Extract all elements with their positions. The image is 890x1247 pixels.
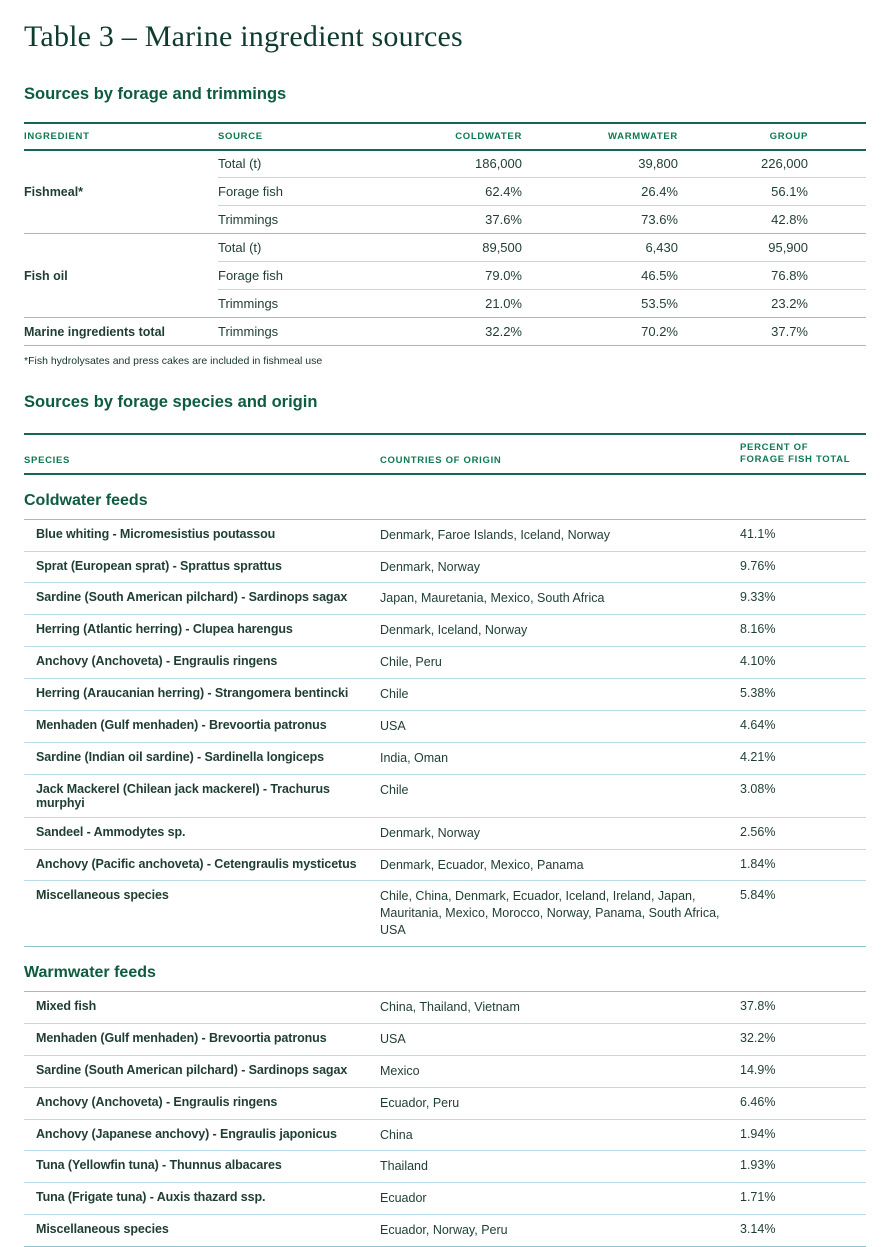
col-header-countries: COUNTRIES OF ORIGIN	[380, 434, 738, 474]
table-row	[24, 1119, 866, 1151]
cell-source: Total (t)	[218, 150, 412, 178]
cell-countries: USA	[380, 710, 738, 742]
cell-percent: 37.8%	[738, 992, 866, 1024]
table-row	[24, 1215, 866, 1247]
cell-warmwater: 73.6%	[564, 206, 720, 234]
cell-species: Anchovy (Anchoveta) - Engraulis ringens	[24, 647, 380, 679]
table-sources-by-species-and-origin	[24, 433, 866, 1247]
cell-species: Blue whiting - Micromesistius poutassou	[24, 519, 380, 551]
table-row	[24, 615, 866, 647]
cell-source: Trimmings	[218, 290, 412, 318]
group-title-row	[24, 947, 866, 992]
cell-species: Anchovy (Pacific anchoveta) - Cetengraulis mysticetus	[24, 849, 380, 881]
col-header-coldwater: COLDWATER	[412, 123, 564, 150]
cell-group: 42.8%	[720, 206, 866, 234]
table-row	[24, 817, 866, 849]
cell-species: Sardine (Indian oil sardine) - Sardinella longiceps	[24, 742, 380, 774]
group-title: Warmwater feeds	[24, 947, 866, 992]
cell-percent: 4.64%	[738, 710, 866, 742]
cell-countries: Chile, Peru	[380, 647, 738, 679]
col-header-group: GROUP	[720, 123, 866, 150]
cell-countries: Denmark, Norway	[380, 551, 738, 583]
table1-body	[24, 150, 866, 346]
cell-countries: Ecuador	[380, 1183, 738, 1215]
cell-group: 56.1%	[720, 178, 866, 206]
cell-coldwater: 32.2%	[412, 318, 564, 346]
table-row	[24, 647, 866, 679]
col-header-species: SPECIES	[24, 434, 380, 474]
cell-source: Forage fish	[218, 262, 412, 290]
table-row	[24, 234, 866, 262]
group-title: Coldwater feeds	[24, 474, 866, 520]
cell-source: Total (t)	[218, 234, 412, 262]
cell-percent: 1.93%	[738, 1151, 866, 1183]
cell-percent: 9.33%	[738, 583, 866, 615]
cell-species: Sprat (European sprat) - Sprattus sprattus	[24, 551, 380, 583]
cell-species: Mixed fish	[24, 992, 380, 1024]
cell-species: Anchovy (Japanese anchovy) - Engraulis japonicus	[24, 1119, 380, 1151]
table-row	[24, 583, 866, 615]
cell-percent: 3.08%	[738, 774, 866, 817]
cell-species: Sardine (South American pilchard) - Sardinops sagax	[24, 1055, 380, 1087]
cell-countries: Chile	[380, 679, 738, 711]
cell-species: Jack Mackerel (Chilean jack mackerel) - Trachurus murphyi	[24, 774, 380, 817]
cell-source: Forage fish	[218, 178, 412, 206]
cell-species: Miscellaneous species	[24, 881, 380, 947]
cell-species: Menhaden (Gulf menhaden) - Brevoortia patronus	[24, 1023, 380, 1055]
table-row	[24, 519, 866, 551]
section-heading-species-origin: Sources by forage species and origin	[24, 393, 866, 413]
table-row	[24, 679, 866, 711]
cell-countries: Chile	[380, 774, 738, 817]
cell-group: 37.7%	[720, 318, 866, 346]
cell-warmwater: 39,800	[564, 150, 720, 178]
cell-percent: 2.56%	[738, 817, 866, 849]
cell-coldwater: 89,500	[412, 234, 564, 262]
cell-warmwater: 26.4%	[564, 178, 720, 206]
cell-percent: 6.46%	[738, 1087, 866, 1119]
table1-header	[24, 123, 866, 150]
cell-percent: 5.84%	[738, 881, 866, 947]
cell-species: Sardine (South American pilchard) - Sardinops sagax	[24, 583, 380, 615]
cell-warmwater: 53.5%	[564, 290, 720, 318]
col-header-percent-line2: FORAGE FISH TOTAL	[740, 454, 866, 466]
group-title-row	[24, 474, 866, 520]
cell-countries: Thailand	[380, 1151, 738, 1183]
table-row	[24, 881, 866, 947]
cell-species: Sandeel - Ammodytes sp.	[24, 817, 380, 849]
table-row	[24, 742, 866, 774]
cell-species: Herring (Araucanian herring) - Strangomera bentincki	[24, 679, 380, 711]
cell-group: 76.8%	[720, 262, 866, 290]
table-row	[24, 774, 866, 817]
cell-countries: Denmark, Ecuador, Mexico, Panama	[380, 849, 738, 881]
table-row	[24, 1151, 866, 1183]
cell-percent: 1.71%	[738, 1183, 866, 1215]
cell-percent: 14.9%	[738, 1055, 866, 1087]
cell-source: Trimmings	[218, 318, 412, 346]
table2-header	[24, 434, 866, 474]
table-sources-by-forage-and-trimmings	[24, 122, 866, 346]
cell-countries: China, Thailand, Vietnam	[380, 992, 738, 1024]
cell-percent: 1.84%	[738, 849, 866, 881]
table-row	[24, 849, 866, 881]
table-row	[24, 318, 866, 346]
table-row	[24, 1023, 866, 1055]
cell-percent: 4.21%	[738, 742, 866, 774]
cell-species: Menhaden (Gulf menhaden) - Brevoortia patronus	[24, 710, 380, 742]
page-title: Table 3 – Marine ingredient sources	[24, 0, 866, 53]
cell-countries: Ecuador, Peru	[380, 1087, 738, 1119]
cell-warmwater: 46.5%	[564, 262, 720, 290]
table1-footnote: *Fish hydrolysates and press cakes are included in fishmeal use	[24, 355, 866, 367]
cell-species: Herring (Atlantic herring) - Clupea harengus	[24, 615, 380, 647]
cell-species: Miscellaneous species	[24, 1215, 380, 1247]
cell-ingredient: Fishmeal*	[24, 150, 218, 234]
cell-group: 226,000	[720, 150, 866, 178]
cell-warmwater: 70.2%	[564, 318, 720, 346]
cell-countries: India, Oman	[380, 742, 738, 774]
cell-countries: USA	[380, 1023, 738, 1055]
cell-countries: Chile, China, Denmark, Ecuador, Iceland, Ireland, Japan, Mauritania, Mexico, Morocco, Norway, Panama, South Africa, USA	[380, 881, 738, 947]
cell-source: Trimmings	[218, 206, 412, 234]
cell-percent: 41.1%	[738, 519, 866, 551]
cell-percent: 1.94%	[738, 1119, 866, 1151]
cell-group: 23.2%	[720, 290, 866, 318]
cell-countries: Denmark, Norway	[380, 817, 738, 849]
cell-warmwater: 6,430	[564, 234, 720, 262]
table-row	[24, 1087, 866, 1119]
cell-countries: Denmark, Iceland, Norway	[380, 615, 738, 647]
cell-ingredient: Fish oil	[24, 234, 218, 318]
cell-countries: Denmark, Faroe Islands, Iceland, Norway	[380, 519, 738, 551]
table2-body	[24, 474, 866, 1247]
cell-percent: 9.76%	[738, 551, 866, 583]
cell-percent: 32.2%	[738, 1023, 866, 1055]
table-row	[24, 551, 866, 583]
section-heading-forage-trimmings: Sources by forage and trimmings	[24, 85, 866, 105]
cell-countries: Japan, Mauretania, Mexico, South Africa	[380, 583, 738, 615]
cell-percent: 5.38%	[738, 679, 866, 711]
cell-percent: 8.16%	[738, 615, 866, 647]
cell-species: Tuna (Yellowfin tuna) - Thunnus albacares	[24, 1151, 380, 1183]
cell-coldwater: 37.6%	[412, 206, 564, 234]
cell-percent: 3.14%	[738, 1215, 866, 1247]
cell-countries: Ecuador, Norway, Peru	[380, 1215, 738, 1247]
cell-percent: 4.10%	[738, 647, 866, 679]
cell-countries: Mexico	[380, 1055, 738, 1087]
cell-species: Tuna (Frigate tuna) - Auxis thazard ssp.	[24, 1183, 380, 1215]
table-row	[24, 992, 866, 1024]
table-row	[24, 710, 866, 742]
col-header-source: SOURCE	[218, 123, 412, 150]
col-header-warmwater: WARMWATER	[564, 123, 720, 150]
cell-coldwater: 79.0%	[412, 262, 564, 290]
cell-countries: China	[380, 1119, 738, 1151]
cell-ingredient: Marine ingredients total	[24, 318, 218, 346]
cell-coldwater: 62.4%	[412, 178, 564, 206]
cell-group: 95,900	[720, 234, 866, 262]
table-row	[24, 150, 866, 178]
cell-species: Anchovy (Anchoveta) - Engraulis ringens	[24, 1087, 380, 1119]
table-row	[24, 1183, 866, 1215]
col-header-percent	[738, 434, 866, 474]
table-row	[24, 1055, 866, 1087]
cell-coldwater: 21.0%	[412, 290, 564, 318]
col-header-ingredient: INGREDIENT	[24, 123, 218, 150]
cell-coldwater: 186,000	[412, 150, 564, 178]
col-header-percent-line1: PERCENT OF	[740, 442, 866, 454]
